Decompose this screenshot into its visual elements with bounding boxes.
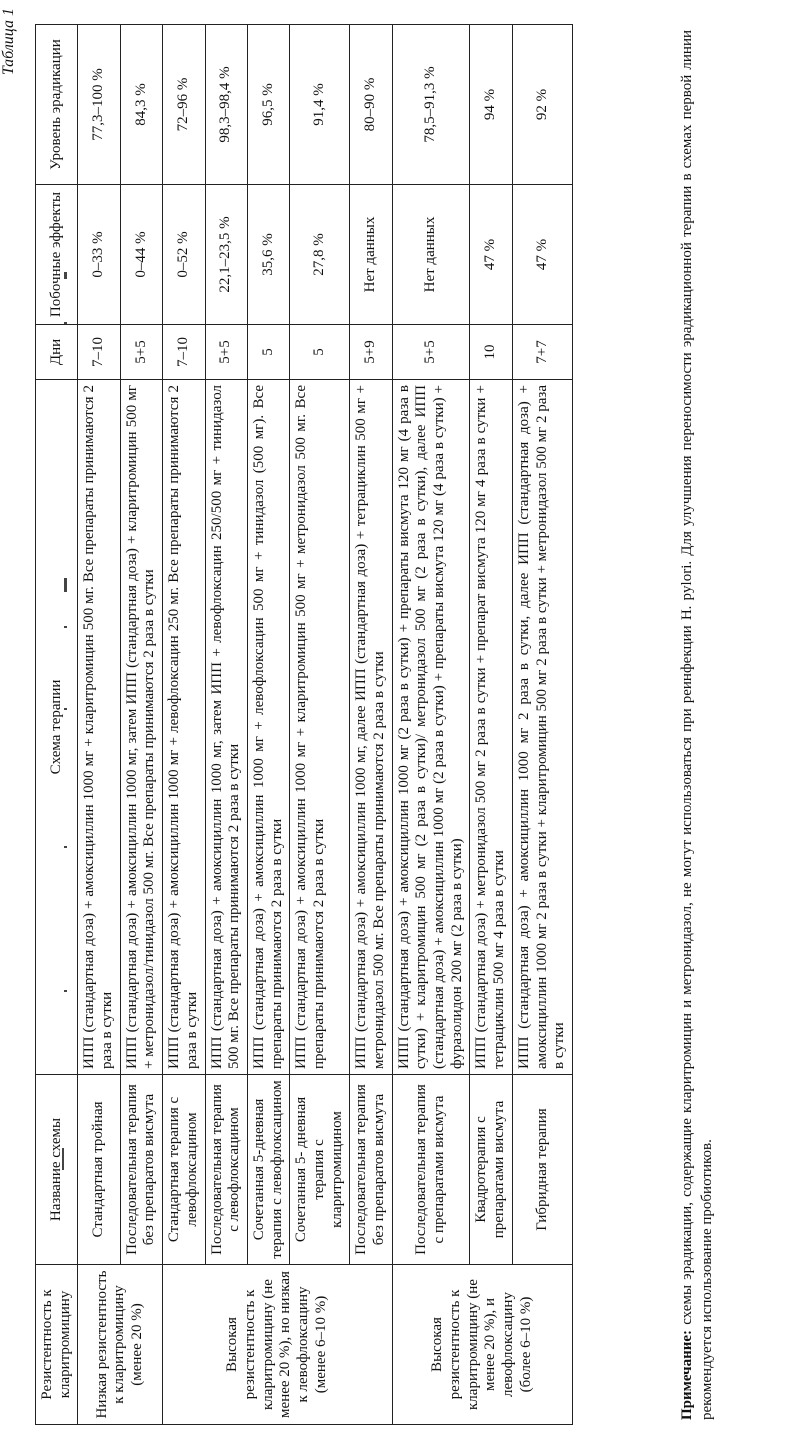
note-label: Примечание:: [679, 1329, 695, 1420]
scheme-name: Гибридная терапия: [512, 1075, 572, 1265]
scheme-text: ИПП (стандартная доза) + амоксициллин 1000 мг + левофлоксацин 250 мг. Все препараты принимаются 2 раза в сутки: [163, 380, 205, 1075]
eradication: 91,4 %: [290, 25, 350, 185]
table-row: [120, 25, 162, 1425]
side-effects: 35,6 %: [247, 185, 289, 325]
days: 5+5: [392, 325, 470, 380]
header-days: Дни: [36, 325, 78, 380]
days: 7–10: [78, 325, 120, 380]
days: 5+9: [350, 325, 392, 380]
header-scheme: Схема терапии: [36, 380, 78, 1075]
scheme-text: ИПП (стандартная доза) + амоксициллин 1000 мг 2 раза в сутки, далее ИПП (стандартная доза) + амоксициллин 1000 мг 2 раза в сутки + кларитромицин 500 мг 2 раза в сутки + метронидазол 500 мг 2 раза в сутки: [512, 380, 572, 1075]
eradication: 72–96 %: [163, 25, 205, 185]
table-row: [512, 25, 572, 1425]
days: 5+5: [120, 325, 162, 380]
side-effects: 22,1–23,5 %: [205, 185, 247, 325]
days: 10: [470, 325, 512, 380]
scheme-text: ИПП (стандартная доза) + амоксициллин 1000 мг, затем ИПП (стандартная доза) + кларитромицин 500 мг + метронидазол/тинидазол 500 мг. Все препараты принимаются 2 раза в сутки: [120, 380, 162, 1075]
days: 7–10: [163, 325, 205, 380]
scheme-text: ИПП (стандартная доза) + амоксициллин 1000 мг, затем ИПП + левофлоксацин 250/500 мг + тинидазол 500 мг. Все препараты принимаются 2 раза в сутки: [205, 380, 247, 1075]
scheme-name: Стандартная терапия с левофлоксацином: [163, 1075, 205, 1265]
side-effects: Нет данных: [350, 185, 392, 325]
header-resistance: Резистентность к кларитромицину: [36, 1265, 78, 1425]
eradication: 78,5–91,3 %: [392, 25, 470, 185]
side-effects: 27,8 %: [290, 185, 350, 325]
scheme-text: ИПП (стандартная доза) + амоксициллин 1000 мг, далее ИПП (стандартная доза) + тетрациклин 500 мг + метронидазол 500 мг. Все препараты принимаются 2 раза в сутки: [350, 380, 392, 1075]
scheme-text: ИПП (стандартная доза) + амоксициллин 1000 мг + кларитромицин 500 мг + метронидазол 500 мг. Все препараты принимаются 2 раза в сутки: [290, 380, 350, 1075]
eradication: 92 %: [512, 25, 572, 185]
side-effects: 0–33 %: [78, 185, 120, 325]
table-note: [678, 30, 717, 1420]
days: 5: [247, 325, 289, 380]
eradication: 84,3 %: [120, 25, 162, 185]
resistance-group: Высокая резистентность к кларитромицину (не менее 20 %), но низкая к левофлоксацину (менее 6–10 %): [163, 1265, 393, 1425]
scheme-name: Последовательная терапия без препаратов висмута: [120, 1075, 162, 1265]
eradication: 94 %: [470, 25, 512, 185]
scheme-text: ИПП (стандартная доза) + амоксициллин 1000 мг + левофлоксацин 500 мг + тинидазол (500 мг). Все препараты принимаются 2 раза в сутки: [247, 380, 289, 1075]
table-row: [205, 25, 247, 1425]
scheme-name: Последовательная терапия с препаратами висмута: [392, 1075, 470, 1265]
eradication: 77,3–100 %: [78, 25, 120, 185]
eradication: 96,5 %: [247, 25, 289, 185]
table-row: [350, 25, 392, 1425]
side-effects: 47 %: [470, 185, 512, 325]
header-side-effects: Побочные эффекты: [36, 185, 78, 325]
days: 7+7: [512, 325, 572, 380]
eradication-table: [35, 24, 573, 1425]
scheme-text: ИПП (стандартная доза) + амоксициллин 1000 мг (2 раза в сутки) + препараты висмута 120 мг (4 раза в сутки) + кларитромицин 500 мг (2 раза в сутки)/ метронидазол 500 мг (2 раза в сутки), далее ИПП (стандартная доза) + амоксициллин 1000 мг (2 раза в сутки) + препараты висмута 120 мг (4 раза в сутки) + фуразолидон 200 мг (2 раза в сутки): [392, 380, 470, 1075]
table-row: [247, 25, 289, 1425]
side-effects: Нет данных: [392, 185, 470, 325]
table-row: [78, 25, 120, 1425]
scheme-name: Последовательная терапия с левофлоксацином: [205, 1075, 247, 1265]
scheme-text: ИПП (стандартная доза) + амоксициллин 1000 мг + кларитромицин 500 мг. Все препараты принимаются 2 раза в сутки: [78, 380, 120, 1075]
table-row: [470, 25, 512, 1425]
scheme-name: Стандартная тройная: [78, 1075, 120, 1265]
scheme-name: Квадротерапия с препаратами висмута: [470, 1075, 512, 1265]
resistance-group: Низкая резистентность к кларитромицину (менее 20 %): [78, 1265, 163, 1425]
days: 5: [290, 325, 350, 380]
resistance-group: Высокая резистентность к кларитромицину (не менее 20 %), и левофлоксацину (более 6–10 %): [392, 1265, 572, 1425]
days: 5+5: [205, 325, 247, 380]
header-eradication: Уровень эрадикации: [36, 25, 78, 185]
eradication: 80–90 %: [350, 25, 392, 185]
table-row: [290, 25, 350, 1425]
table-row: [163, 25, 205, 1425]
eradication: 98,3–98,4 %: [205, 25, 247, 185]
scheme-name: Сочетанная 5-дневная терапия с левофлоксацином: [247, 1075, 289, 1265]
scheme-text: ИПП (стандартная доза) + метронидазол 500 мг 2 раза в сутки + препарат висмута 120 мг 4 раза в сутки + тетрациклин 500 мг 4 раза в сутки: [470, 380, 512, 1075]
side-effects: 47 %: [512, 185, 572, 325]
side-effects: 0–44 %: [120, 185, 162, 325]
scheme-name: Сочетанная 5- дневная терапия с кларитромицином: [290, 1075, 350, 1265]
scheme-name: Последовательная терапия без препаратов висмута: [350, 1075, 392, 1265]
header-name: Название схемы: [36, 1075, 78, 1265]
note-text: схемы эрадикации, содержащие кларитромицин и метронидазол, не могут использоваться при реинфекции H. pylori. Для улучшения переносимости эрадикационной терапии в схемах первой линии рекомендуется использование пробиотиков.: [679, 30, 715, 1420]
table-row: [392, 25, 470, 1425]
header-row: [36, 25, 78, 1425]
side-effects: 0–52 %: [163, 185, 205, 325]
table-label: Таблица 1: [0, 8, 17, 76]
